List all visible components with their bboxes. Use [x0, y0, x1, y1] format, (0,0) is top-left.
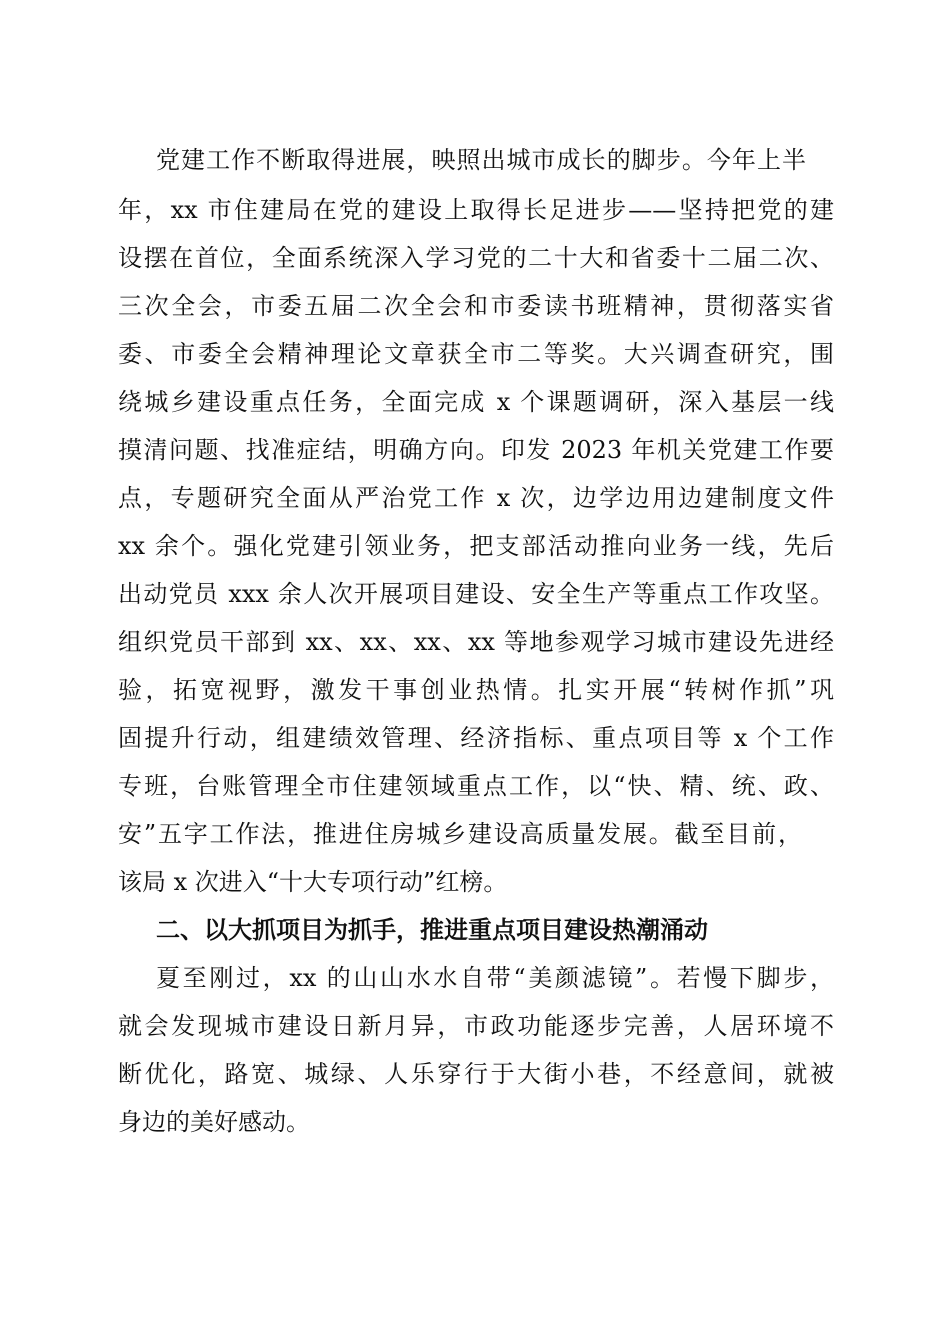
p1-line-12: 验，拓宽视野，激发干事创业热情。扎实开展“转树作抓”巩	[118, 676, 834, 704]
p1-line-16: 该局 x 次进入“十大专项行动”红榜。	[118, 868, 508, 896]
p1-line-5: 委、市委全会精神理论文章获全市二等奖。大兴调查研究，围	[118, 340, 834, 368]
p2-line-1: 夏至刚过，xx 的山山水水自带“美颜滤镜”。若慢下脚步，	[156, 964, 834, 992]
section-heading: 二、以大抓项目为抓手，推进重点项目建设热潮涌动	[156, 916, 708, 944]
p1-line-3: 设摆在首位，全面系统深入学习党的二十大和省委十二届二次、	[118, 244, 834, 272]
p1-line-13: 固提升行动，组建绩效管理、经济指标、重点项目等 x 个工作	[118, 724, 834, 752]
p1-line-4: 三次全会，市委五届二次全会和市委读书班精神，贯彻落实省	[118, 292, 834, 320]
p1-line-9: xx 余个。强化党建引领业务，把支部活动推向业务一线，先后	[118, 532, 834, 560]
p2-line-3: 断优化，路宽、城绿、人乐穿行于大街小巷，不经意间，就被	[118, 1060, 834, 1088]
p1-line-7: 摸清问题、找准症结，明确方向。印发 2023 年机关党建工作要	[118, 436, 834, 464]
p1-line-11: 组织党员干部到 xx、xx、xx、xx 等地参观学习城市建设先进经	[118, 628, 834, 656]
p1-line-2: 年，xx 市住建局在党的建设上取得长足进步——坚持把党的建	[118, 196, 834, 224]
p1-line-14: 专班，台账管理全市住建领域重点工作，以“快、精、统、政、	[118, 772, 834, 800]
p2-line-2: 就会发现城市建设日新月异，市政功能逐步完善，人居环境不	[118, 1012, 834, 1040]
p1-line-6: 绕城乡建设重点任务，全面完成 x 个课题调研，深入基层一线	[118, 388, 834, 416]
p1-line-1: 党建工作不断取得进展，映照出城市成长的脚步。今年上半	[156, 146, 806, 174]
p2-line-4: 身边的美好感动。	[118, 1108, 310, 1136]
p1-line-15: 安”五字工作法，推进住房城乡建设高质量发展。截至目前，	[118, 820, 802, 848]
p1-line-8: 点，专题研究全面从严治党工作 x 次，边学边用边建制度文件	[118, 484, 834, 512]
p1-line-10: 出动党员 xxx 余人次开展项目建设、安全生产等重点工作攻坚。	[118, 580, 834, 608]
